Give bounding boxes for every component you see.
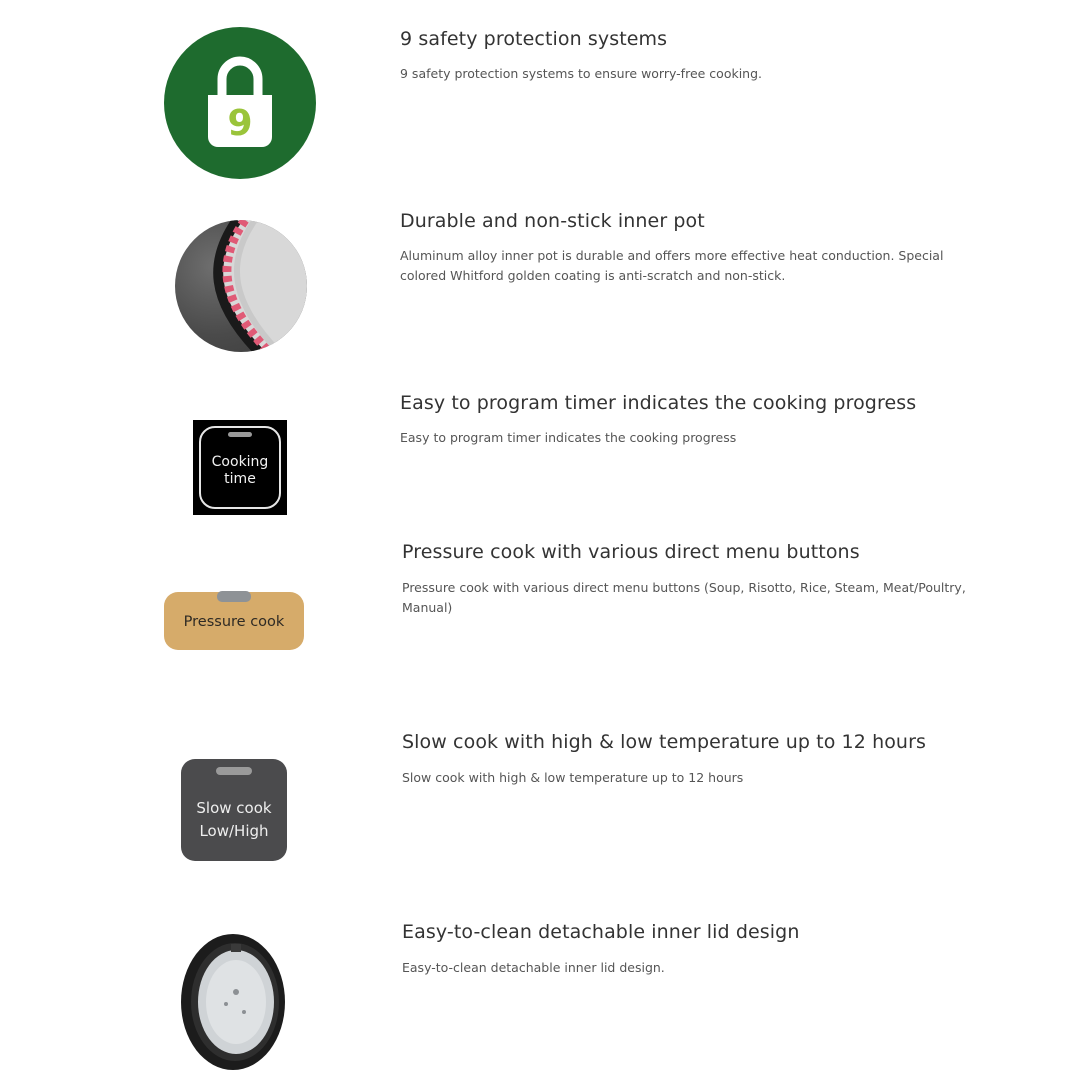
feature-description: 9 safety protection systems to ensure worry-free cooking.	[400, 66, 763, 81]
feature-title: Easy to program timer indicates the cooking progress	[400, 392, 917, 414]
slow-cook-label-line2: Low/High	[199, 822, 269, 840]
feature-title: Pressure cook with various direct menu buttons	[402, 541, 860, 563]
cooking-time-button-icon	[193, 420, 287, 515]
feature-description: Slow cook with high & low temperature up to 12 hours	[402, 770, 744, 785]
feature-title: Durable and non-stick inner pot	[400, 210, 705, 232]
inner-pot-icon	[175, 220, 307, 352]
slow-cook-label-line1: Slow cook	[196, 799, 272, 817]
feature-title: Slow cook with high & low temperature up to 12 hours	[402, 731, 926, 753]
feature-description: Aluminum alloy inner pot is durable and offers more effective heat conduction. Special colored Whitford golden coating is anti-scratch and non-stick.	[400, 248, 944, 283]
lock-icon	[164, 27, 316, 179]
lock-number: 9	[227, 103, 253, 144]
feature-description: Pressure cook with various direct menu buttons (Soup, Risotto, Rice, Steam, Meat/Poultry, Manual)	[402, 580, 966, 615]
pressure-cook-button-icon	[164, 592, 304, 650]
inner-lid-icon	[178, 932, 288, 1076]
feature-title: 9 safety protection systems	[400, 28, 668, 50]
pressure-cook-label: Pressure cook	[183, 614, 285, 630]
feature-title: Easy-to-clean detachable inner lid design	[402, 921, 800, 943]
feature-description: Easy to program timer indicates the cooking progress	[400, 430, 737, 445]
slow-cook-button-icon	[181, 759, 287, 861]
cooking-time-label-line2: time	[224, 471, 256, 487]
feature-description: Easy-to-clean detachable inner lid design.	[402, 960, 665, 975]
cooking-time-label-line1: Cooking	[211, 454, 269, 470]
